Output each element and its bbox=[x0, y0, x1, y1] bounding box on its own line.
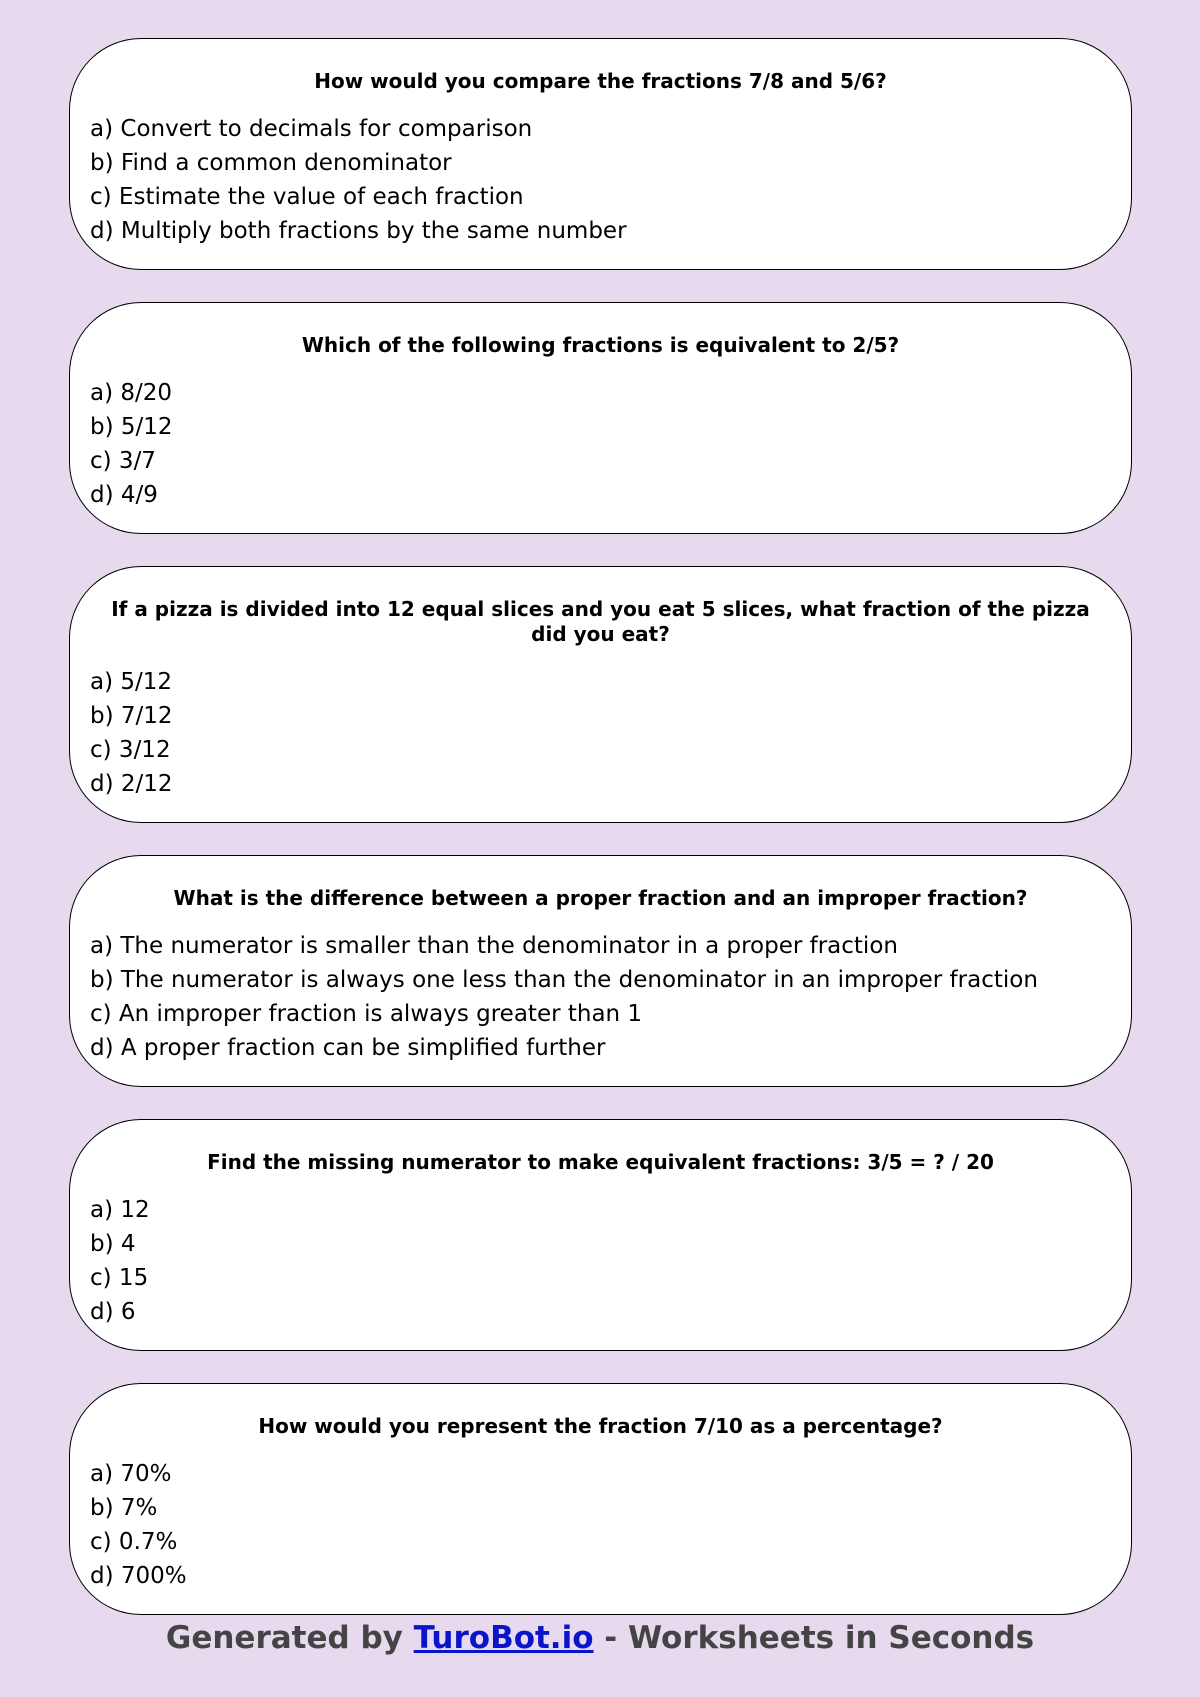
question-card-3 bbox=[69, 566, 1132, 823]
question-card-4 bbox=[69, 855, 1132, 1087]
footer bbox=[0, 1618, 1200, 1658]
option-d: d) Multiply both fractions by the same number bbox=[90, 218, 627, 244]
option-d: d) 2/12 bbox=[90, 771, 173, 797]
question-text: Find the missing numerator to make equivalent fractions: 3/5 = ? / 20 bbox=[207, 1150, 994, 1174]
question-text: How would you represent the fraction 7/10 as a percentage? bbox=[258, 1414, 943, 1438]
question-card-1 bbox=[69, 38, 1132, 270]
option-b: b) Find a common denominator bbox=[90, 150, 452, 176]
option-list bbox=[90, 929, 1111, 1065]
option-c: c) An improper fraction is always greater than 1 bbox=[90, 1001, 643, 1027]
question-text: How would you compare the fractions 7/8 and 5/6? bbox=[314, 69, 887, 93]
option-d: d) 6 bbox=[90, 1299, 136, 1325]
option-list bbox=[90, 376, 1111, 512]
option-c: c) 0.7% bbox=[90, 1529, 178, 1555]
question-text: What is the difference between a proper fraction and an improper fraction? bbox=[173, 886, 1028, 910]
option-b: b) 5/12 bbox=[90, 414, 173, 440]
option-d: d) A proper fraction can be simplified further bbox=[90, 1035, 606, 1061]
turobot-link[interactable]: TuroBot.io bbox=[413, 1620, 594, 1656]
option-b: b) The numerator is always one less than the denominator in an improper fraction bbox=[90, 967, 1038, 993]
option-c: c) 3/7 bbox=[90, 448, 156, 474]
question-text: If a pizza is divided into 12 equal slices and you eat 5 slices, what fraction of the pizza did you eat? bbox=[111, 597, 1090, 646]
option-b: b) 4 bbox=[90, 1231, 136, 1257]
option-d: d) 4/9 bbox=[90, 482, 158, 508]
question-card-6 bbox=[69, 1383, 1132, 1615]
option-a: a) 5/12 bbox=[90, 669, 173, 695]
option-d: d) 700% bbox=[90, 1563, 187, 1589]
option-b: b) 7/12 bbox=[90, 703, 173, 729]
option-c: c) 15 bbox=[90, 1265, 149, 1291]
footer-suffix: - Worksheets in Seconds bbox=[593, 1620, 1035, 1656]
option-c: c) Estimate the value of each fraction bbox=[90, 184, 524, 210]
question-text: Which of the following fractions is equivalent to 2/5? bbox=[301, 333, 900, 357]
option-list bbox=[90, 1193, 1111, 1329]
option-a: a) 12 bbox=[90, 1197, 150, 1223]
option-list bbox=[90, 112, 1111, 248]
option-a: a) The numerator is smaller than the denominator in a proper fraction bbox=[90, 933, 898, 959]
option-list bbox=[90, 1457, 1111, 1593]
option-b: b) 7% bbox=[90, 1495, 158, 1521]
option-a: a) 8/20 bbox=[90, 380, 173, 406]
option-list bbox=[90, 665, 1111, 801]
option-a: a) 70% bbox=[90, 1461, 172, 1487]
footer-prefix: Generated by bbox=[165, 1620, 414, 1656]
worksheet bbox=[69, 38, 1132, 1647]
question-card-2 bbox=[69, 302, 1132, 534]
question-card-5 bbox=[69, 1119, 1132, 1351]
option-a: a) Convert to decimals for comparison bbox=[90, 116, 533, 142]
option-c: c) 3/12 bbox=[90, 737, 171, 763]
